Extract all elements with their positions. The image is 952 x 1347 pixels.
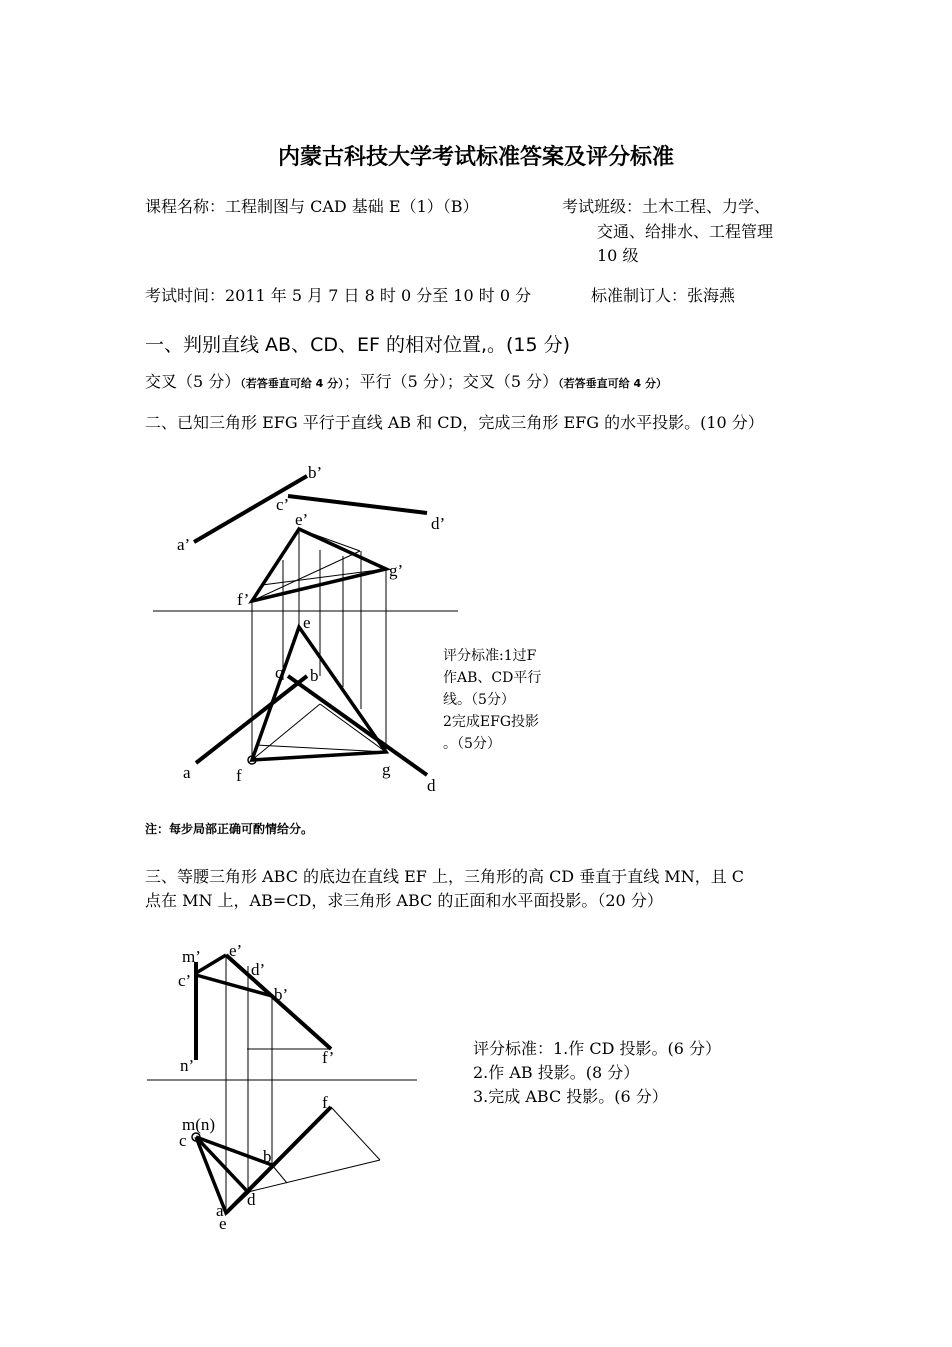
- page-title: 内蒙古科技大学考试标准答案及评分标准: [277, 145, 674, 170]
- q2-criteria-line5: 。（5分）: [443, 736, 501, 752]
- q2-aux-front: [299, 529, 360, 551]
- q2-label-g1: g’: [389, 561, 404, 580]
- q1-answer-a: 交叉（5 分）: [145, 372, 241, 391]
- q3-heading-line1: 三、等腰三角形 ABC 的底边在直线 EF 上，三角形的高 CD 垂直于直线 MN，且 C: [145, 867, 745, 886]
- q2-criteria-line1: 评分标准:1过F: [443, 648, 537, 664]
- q2-parallel-top-2: [256, 745, 386, 752]
- q1-answer-b: ；平行（5 分）；交叉（5 分）: [343, 372, 559, 391]
- q2-line-cd-top: [288, 676, 427, 775]
- q3-heading-line2: 点在 MN 上，AB=CD，求三角形 ABC 的正面和水平面投影。（20 分）: [145, 891, 663, 910]
- q2-label-g: g: [382, 760, 391, 779]
- q2-label-e1: e’: [295, 510, 309, 529]
- q3-label-b1: b’: [274, 985, 289, 1004]
- course-name: 课程名称：工程制图与 CAD 基础 E（1）（B）: [145, 197, 479, 216]
- standard-author: 标准制订人：张海燕: [591, 286, 736, 305]
- q2-label-d: d: [427, 776, 436, 795]
- q3-label-b: b: [263, 1147, 272, 1166]
- exam-time: 考试时间：2011 年 5 月 7 日 8 时 0 分至 10 时 0 分: [145, 286, 532, 305]
- q3-label-n1: n’: [180, 1056, 195, 1075]
- q3-label-f1: f’: [322, 1048, 335, 1067]
- q2-triangle-efg-front: [252, 529, 386, 601]
- q1-answer-a-note: （若答垂直可给 4 分）: [240, 377, 344, 390]
- q2-criteria-line3: 线。（5分）: [443, 692, 515, 708]
- q2-label-f1: f’: [237, 590, 250, 609]
- q3-criteria-line3: 3.完成 ABC 投影。(6 分）: [473, 1087, 668, 1106]
- q2-line-cd-front: [288, 496, 427, 513]
- q3-label-m1: m’: [182, 947, 201, 966]
- q3-label-d1: d’: [251, 960, 266, 979]
- q2-label-c: c: [275, 663, 283, 682]
- q2-criteria: [443, 645, 573, 755]
- q2-heading: 二、已知三角形 EFG 平行于直线 AB 和 CD，完成三角形 EFG 的水平投影。(10 分）: [145, 413, 764, 432]
- q2-label-b1: b’: [308, 463, 323, 482]
- q2-label-d1: d’: [431, 514, 446, 533]
- exam-class-line2: 交通、给排水、工程管理: [597, 222, 774, 241]
- q2-criteria-line4: 2完成EFG投影: [443, 714, 540, 730]
- exam-class-line1: 考试班级：土木工程、力学、: [562, 197, 771, 216]
- q3-criteria: [473, 1037, 721, 1109]
- q3-label-d: d: [247, 1190, 256, 1209]
- q3-label-c: c: [179, 1131, 187, 1150]
- scoring-note: 注：每步局部正确可酌情给分。: [145, 822, 314, 836]
- q2-label-b: b: [310, 666, 319, 685]
- q2-label-e: e: [303, 613, 311, 632]
- q1-heading: 一、判别直线 AB、CD、EF 的相对位置,。(15 分): [145, 334, 571, 356]
- q2-label-c1: c’: [276, 495, 290, 514]
- q2-aux-top: [320, 704, 386, 752]
- q2-label-f: f: [236, 766, 242, 785]
- q3-label-c1: c’: [178, 971, 192, 990]
- q3-criteria-line1: 评分标准：1.作 CD 投影。(6 分）: [473, 1039, 722, 1058]
- q3-label-f: f: [322, 1093, 328, 1112]
- q3-label-e: e: [219, 1214, 227, 1233]
- q2-criteria-line2: 作AB、CD平行: [443, 670, 542, 686]
- q2-label-a1: a’: [177, 535, 191, 554]
- q3-label-e1: e’: [229, 941, 243, 960]
- q2-triangle-efg-top: [252, 627, 386, 760]
- exam-class-line3: 10 级: [597, 246, 639, 265]
- q2-label-a: a: [183, 763, 191, 782]
- q3-label-a: a: [216, 1201, 224, 1220]
- q3-criteria-line2: 2.作 AB 投影。(8 分）: [473, 1063, 640, 1082]
- q1-answer-b-note: （若答垂直可给 4 分）: [558, 377, 667, 390]
- q2-line-ab-front: [194, 476, 307, 542]
- q3-label-mn: m(n): [182, 1115, 216, 1134]
